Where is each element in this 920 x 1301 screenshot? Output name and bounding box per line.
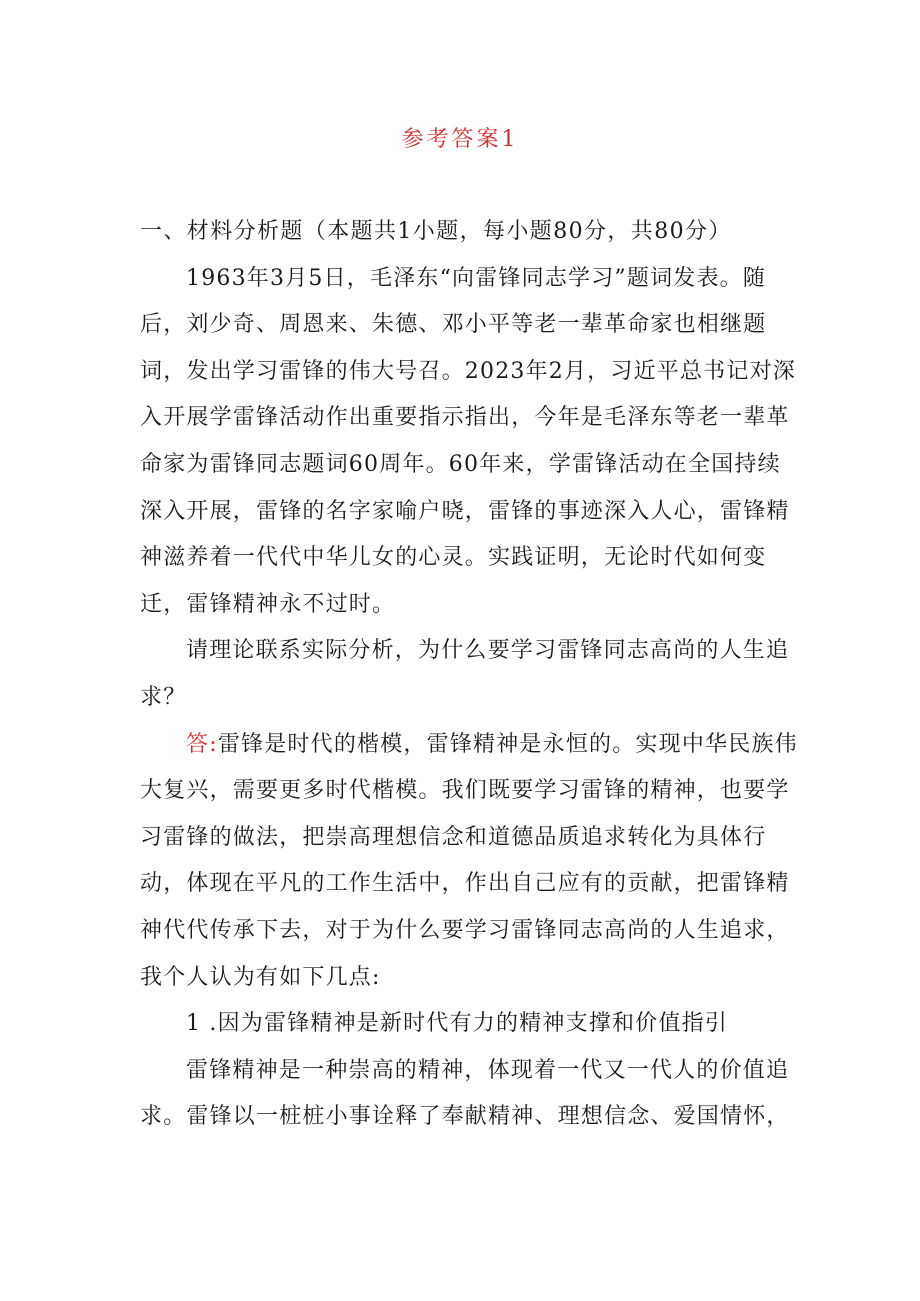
answer-label: 答: bbox=[186, 731, 218, 757]
answer-paragraph bbox=[140, 722, 800, 1002]
material-paragraph: 1963年3月5日，毛泽东“向雷锋同志学习”题词发表。随后，刘少奇、周恩来、朱德、邓小平等老一辈革命家也相继题词，发出学习雷锋的伟大号召。2023年2月，习近平总书记对深入开展学雷锋活动作出重要指示指出，今年是毛泽东等老一辈革命家为雷锋同志题词60周年。60年来，学雷锋活动在全国持续深入开展，雷锋的名字家喻户晓，雷锋的事迹深入人心，雷锋精神滋养着一代代中华儿女的心灵。实践证明，无论时代如何变迁，雷锋精神永不过时。 bbox=[140, 265, 796, 617]
section-heading: 一、材料分析题（本题共1小题，每小题80分，共80分） bbox=[140, 219, 732, 244]
point-heading: 1 .因为雷锋精神是新时代有力的精神支撑和价值指引 bbox=[186, 1011, 728, 1037]
answer-text: 雷锋是时代的楷模，雷锋精神是永恒的。实现中华民族伟大复兴，需要更多时代楷模。我们既要学习雷锋的精神，也要学习雷锋的做法，把崇高理想信念和道德品质追求转化为具体行动，体现在平凡的工作生活中，作出自己应有的贡献，把雷锋精神代代传承下去，对于为什么要学习雷锋同志高尚的人生追求，我个人认为有如下几点: bbox=[140, 731, 798, 990]
page-title: 参考答案1 bbox=[401, 127, 519, 152]
question-paragraph: 请理论联系实际分析，为什么要学习雷锋同志高尚的人生追求？ bbox=[140, 638, 790, 710]
point-body: 雷锋精神是一种崇高的精神，体现着一代又一代人的价值追求。雷锋以一桩桩小事诠释了奉献精神、理想信念、爱国情怀， bbox=[140, 1057, 790, 1130]
document-body bbox=[140, 209, 800, 1141]
